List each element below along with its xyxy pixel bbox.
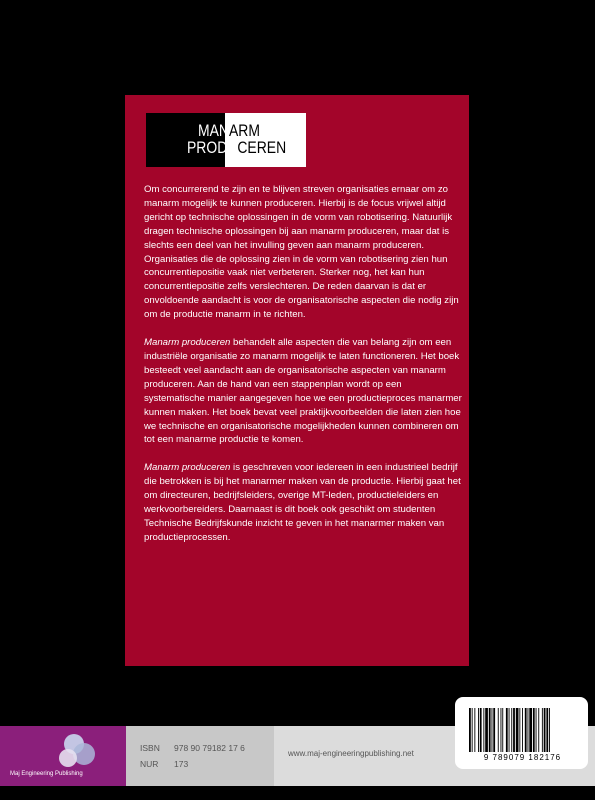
title-logo — [146, 113, 306, 167]
barcode-bar — [549, 708, 550, 752]
back-cover-panel — [125, 95, 469, 666]
barcode-bar — [498, 708, 499, 752]
barcode-box — [455, 697, 588, 769]
paragraph-1: Om concurrerend te zijn en te blijven streven organisaties ernaar om zo manarm mogelijk te kunnen produceren. Hierbij is de focus vrijwel altijd gericht op technische oplossingen in de vorm van robotisering. Natuurlijk dragen technische oplossingen bij aan manarm produceren, maar dat is slechts een deel van het invulling geven aan manarm produceren. Organisaties die de oplossing zien in de vorm van robotisering zien hun concurrentiepositie vaak niet verbeteren. Sterker nog, het kan hun concurrentiepositie zelfs verslechteren. De reden daarvan is dat er onvoldoende aandacht is voor de organisatorische aspecten die nodig zijn om de productie manarm in te richten. — [144, 184, 459, 321]
barcode-bar — [502, 708, 503, 752]
barcode-number: 9 789079 182176 — [483, 753, 562, 762]
barcode-icon — [469, 708, 575, 752]
barcode-bar — [519, 708, 520, 752]
barcode-bar — [542, 708, 543, 752]
barcode-bar — [501, 708, 502, 752]
barcode-bar — [516, 708, 519, 752]
barcode-bar — [493, 708, 495, 752]
logo-line-2: PRODUCEREN — [187, 138, 287, 157]
publisher-url[interactable]: www.maj-engineeringpublishing.net — [288, 749, 414, 758]
barcode-bar — [538, 708, 539, 752]
barcode-bar — [485, 708, 488, 752]
barcode-bar — [536, 708, 537, 752]
barcode-bar — [528, 708, 529, 752]
barcode-bar — [533, 708, 535, 752]
blurb-text — [144, 183, 462, 559]
publisher-logo-icon — [54, 732, 104, 770]
isbn-row: ISBN 978 90 79182 17 6 — [140, 743, 245, 753]
publisher-name: Maj Engineering Publishing — [10, 771, 83, 777]
logo-line-1: MANARM — [198, 121, 260, 140]
paragraph-2: Manarm produceren behandelt alle aspecten die van belang zijn om een industriële organisatie zo manarm mogelijk te laten functioneren. Het boek besteedt veel aandacht aan de organisatorische aspecten van manarm produceren. Aan de hand van een stappenplan wordt op een systematische manier aangegeven hoe we een productieproces manarmer kunnen maken. Het boek bevat veel praktijkvoorbeelden die laten zien hoe we technische en organisatorische mogelijkheden kunnen combineren om tot een manarme productie te komen. — [144, 337, 462, 446]
barcode-bar — [472, 708, 473, 752]
barcode-bar — [474, 708, 475, 752]
barcode-bar — [506, 708, 508, 752]
barcode-bar — [511, 708, 512, 752]
book-codes — [126, 726, 274, 786]
barcode-bar — [513, 708, 515, 752]
barcode-bar — [489, 708, 491, 752]
barcode-bar — [483, 708, 484, 752]
barcode-bar — [529, 708, 532, 752]
barcode-bar — [525, 708, 527, 752]
barcode-bar — [509, 708, 510, 752]
barcode-bar — [492, 708, 493, 752]
barcode-bar — [522, 708, 523, 752]
paragraph-3: Manarm produceren is geschreven voor iedereen in een industrieel bedrijf die betrokken is bij het manarmer maken van de productie. Hierbij gaat het om directeuren, bedrijfsleiders, overige MT-leden, productieleiders en werkvoorbereiders. Daarnaast is dit boek ook geschikt om studenten Technische Bedrijfskunde inzicht te geven in het manarmer maken van productieprocessen. — [144, 462, 461, 543]
barcode-bar — [544, 708, 546, 752]
barcode-bar — [478, 708, 479, 752]
publisher-block — [0, 726, 126, 786]
nur-row: NUR 173 — [140, 759, 189, 769]
barcode-bar — [546, 708, 548, 752]
barcode-bar — [469, 708, 471, 752]
barcode-bar — [480, 708, 482, 752]
